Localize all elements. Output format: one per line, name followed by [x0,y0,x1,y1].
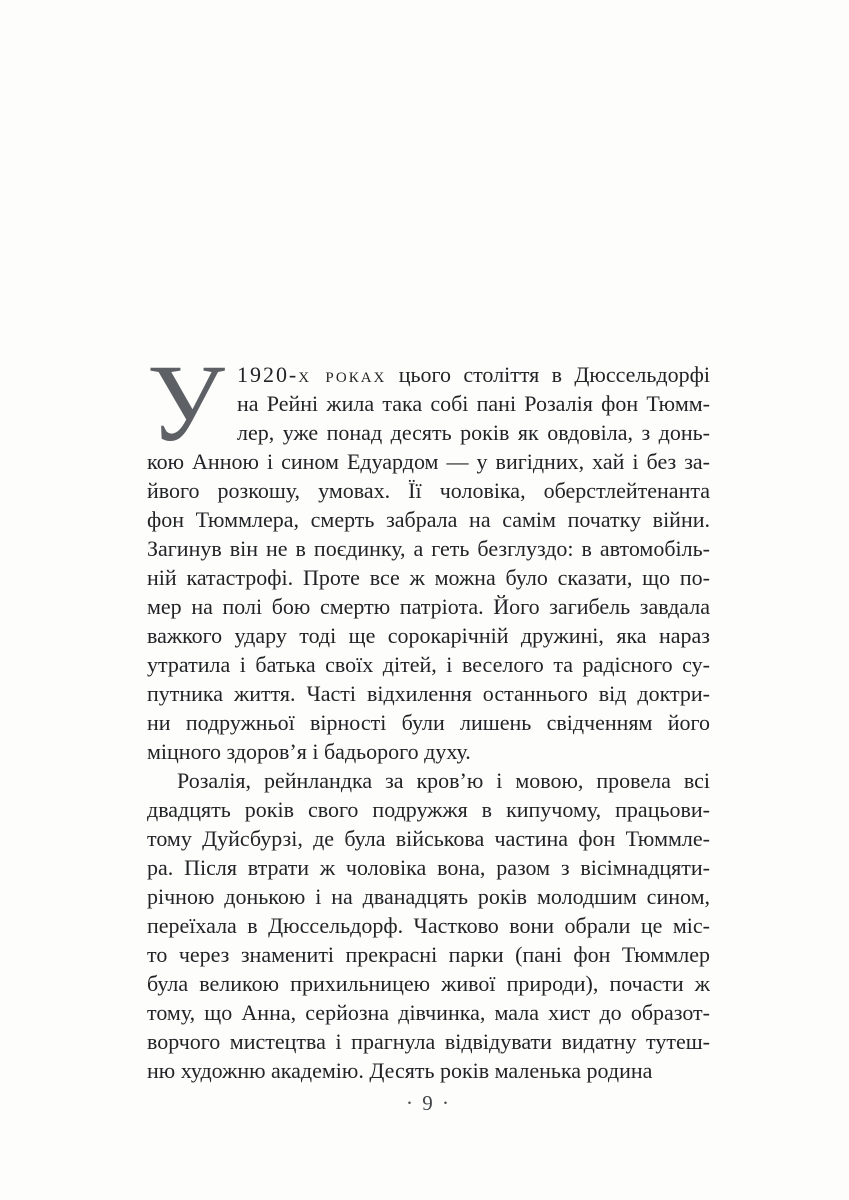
text-line: на Рейні жила така собі пані Розалія фон Тюмм- [237,391,710,416]
text-line: фон Тюммлера, смерть забрала на самім початку війни. [147,507,710,532]
paragraph-2 [147,766,710,1085]
text-line: ни подружньої вірності були лишень свідченням його [147,710,710,735]
text-line: мер на полі бою смертю патріота. Його загибель завдала [147,594,710,619]
lead-smallcaps: 1920-х роках [237,362,387,387]
paragraph-1 [147,342,710,766]
page-number: · 9 · [406,1091,451,1115]
text-line: Розалія, рейнландка за кров’ю і мовою, провела всі [177,768,710,793]
text-line: переїхала в Дюссельдорф. Частково вони обрали це міс- [147,913,710,938]
text-line: лер, уже понад десять років як овдовіла, з донь- [237,420,710,445]
text-line: тому Дуйсбурзі, де була військова частина фон Тюммле- [147,826,710,851]
text-line: Загинув він не в поєдинку, а геть безглуздо: в автомобіль- [147,536,710,561]
text-line: річною донькою і на дванадцять років молодшим сином, [147,884,710,909]
text-line: утратила і батька своїх дітей, і веселого та радісного су- [147,652,710,677]
text-line: ворчого мистецтва і прагнула відвідувати видатну тутеш- [147,1029,710,1054]
text-line: важкого удару тоді ще сорокарічній дружині, яка нараз [147,623,710,648]
text-block [147,342,710,1085]
text-line: путника життя. Часті відхилення останнього від доктри- [147,681,710,706]
dropcap-letter: У [147,342,225,464]
text-line: двадцять років свого подружжя в кипучому, працьови- [147,797,710,822]
text-line: була великою прихильницею живої природи), почасти ж [147,971,710,996]
text-line: то через знамениті прекрасні парки (пані фон Тюммлер [147,942,710,967]
text-line [237,360,710,389]
line-text: цього століття в Дюссельдорфі [386,362,710,387]
text-line: тому, що Анна, серйозна дівчинка, мала хист до образот- [147,1000,710,1025]
text-line: ній катастрофі. Проте все ж можна було сказати, що по- [147,565,710,590]
text-line: ню художню академію. Десять років маленька родина [147,1058,653,1083]
text-line: йвого розкошу, умовах. Її чоловіка, оберстлейтенанта [147,478,710,503]
text-line: ра. Після втрати ж чоловіка вона, разом з вісімнадцяти- [147,855,710,880]
text-line: міцного здоров’я і бадьорого духу. [147,739,471,764]
text-line: кою Анною і сином Едуардом — у вигідних, хай і без за- [147,449,710,474]
